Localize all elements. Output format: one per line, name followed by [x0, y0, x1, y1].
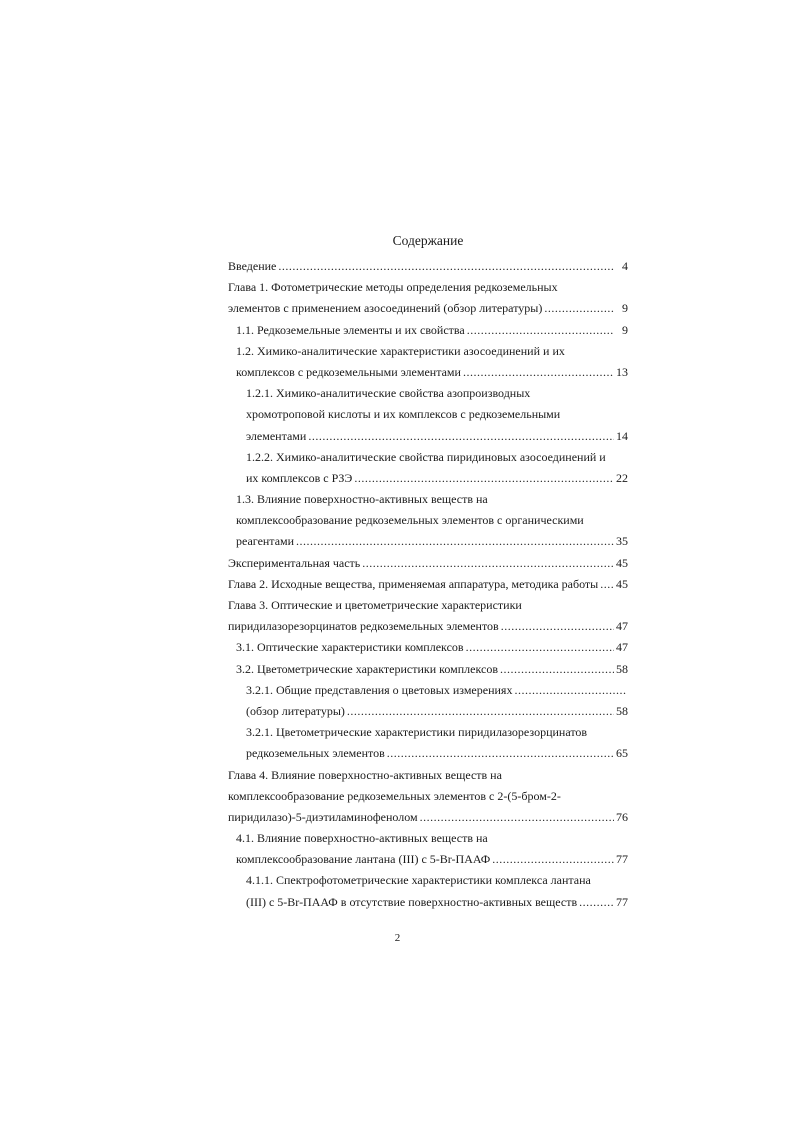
toc-entry-line: [228, 828, 628, 849]
page-title: Содержание: [392, 233, 464, 248]
toc-entry-line: [228, 277, 628, 298]
toc-entry-line: [228, 722, 628, 743]
toc-entry-text: комплексообразование редкоземельных элементов с 2-(5-бром-2-: [228, 788, 561, 803]
dot-leader: [420, 807, 614, 828]
dot-leader: [544, 298, 614, 319]
toc-entry-text: 1.2.1. Химико-аналитические свойства азопроизводных: [246, 386, 531, 401]
toc-entry-text: элементами: [246, 428, 307, 443]
toc-page-number: 65: [616, 746, 628, 761]
toc-entry-line: [228, 468, 628, 489]
dot-leader: [467, 320, 614, 341]
toc-entry-line: [228, 849, 628, 870]
toc-entry-text: Глава 4. Влияние поверхностно-активных веществ на: [228, 767, 502, 782]
toc-entry-line: [228, 426, 628, 447]
toc-entry-text: хромотроповой кислоты и их комплексов с редкоземельными: [246, 407, 561, 422]
dot-leader: [466, 637, 614, 658]
toc-entry-text: 3.2.1. Цветометрические характеристики пиридилазорезорцинатов: [246, 725, 588, 740]
toc-page-number: 9: [622, 322, 628, 337]
toc-page-number: 22: [616, 470, 628, 485]
dot-leader: [278, 256, 614, 277]
toc-page-number: 9: [622, 301, 628, 316]
toc-entry-text: 1.1. Редкоземельные элементы и их свойства: [236, 322, 465, 337]
toc-entry-text: (III) с 5-Br-ПААФ в отсутствие поверхностно-активных веществ: [246, 894, 578, 909]
toc-entry-text: Глава 3. Оптические и цветометрические характеристики: [228, 598, 522, 612]
toc-entry-line: [228, 256, 628, 277]
toc-entry-text: (обзор литературы): [246, 703, 345, 718]
toc-entry-line: [228, 595, 628, 616]
toc-entry-text: комплексов с редкоземельными элементами: [236, 364, 461, 379]
toc-entry-text: 1.3. Влияние поверхностно-активных веществ на: [236, 492, 488, 507]
toc-entry-text: 3.1. Оптические характеристики комплексов: [236, 640, 464, 655]
toc-entry-text: реагентами: [236, 534, 295, 549]
toc-entry-text: 4.1. Влияние поверхностно-активных веществ на: [236, 831, 488, 846]
toc-entry-line: [228, 616, 628, 637]
toc-entry-line: [228, 447, 628, 468]
toc-entry-text: пиридилазорезорцинатов редкоземельных элементов: [228, 619, 499, 634]
toc-entry-line: [228, 510, 628, 531]
toc-page-number: 76: [616, 809, 628, 824]
dot-leader: [500, 659, 614, 680]
toc-entry-line: [228, 807, 628, 828]
toc-entry-line: [228, 574, 628, 595]
toc-page-number: 77: [616, 852, 628, 867]
toc-entry-line: [228, 786, 628, 807]
toc-entry-line: [228, 341, 628, 362]
toc-page-number: 47: [616, 619, 628, 634]
toc-entry-text: Экспериментальная часть: [228, 555, 361, 570]
toc-entry-line: [228, 298, 628, 319]
toc-entry-line: [228, 637, 628, 658]
toc-entry-text: комплексообразование лантана (III) с 5-Br-ПААФ: [236, 852, 491, 867]
toc-page-number: 58: [616, 661, 628, 676]
toc-entry-text: Глава 1. Фотометрические методы определения редкоземельных: [228, 280, 558, 295]
toc-entry-line: [228, 680, 628, 701]
toc-page-number: 77: [616, 894, 628, 909]
toc-entry-line: [228, 765, 628, 786]
toc-entry-text: редкоземельных элементов: [246, 746, 385, 761]
toc-page-number: 45: [616, 576, 628, 591]
toc-entry-text: Введение: [228, 259, 277, 273]
toc-entry-text: Глава 2. Исходные вещества, применяемая аппаратура, методика работы: [228, 576, 599, 591]
toc-entry-text: их комплексов с РЗЭ: [246, 470, 353, 485]
dot-leader: [501, 616, 614, 637]
toc-entry-line: [228, 553, 628, 574]
toc-page-number: 47: [616, 640, 628, 655]
dot-leader: [354, 468, 614, 489]
toc-entry-text: 3.2. Цветометрические характеристики комплексов: [236, 661, 498, 676]
dot-leader: [600, 574, 614, 595]
toc-entry-line: [228, 362, 628, 383]
toc-page-number: 58: [616, 703, 628, 718]
toc-entry-text: 1.2. Химико-аналитические характеристики азосоединений и их: [236, 343, 565, 358]
toc-entry-line: [228, 701, 628, 722]
dot-leader: [347, 701, 614, 722]
table-of-contents: [228, 256, 628, 913]
toc-entry-line: [228, 489, 628, 510]
toc-entry-text: комплексообразование редкоземельных элементов с органическими: [236, 513, 584, 528]
dot-leader: [362, 553, 614, 574]
dot-leader: [579, 892, 614, 913]
toc-entry-line: [228, 743, 628, 764]
dot-leader: [387, 743, 614, 764]
dot-leader: [514, 680, 626, 701]
toc-entry-line: [228, 531, 628, 552]
toc-page-number: 13: [616, 364, 628, 379]
toc-entry-text: элементов с применением азосоединений (обзор литературы): [228, 301, 543, 316]
toc-page-number: 45: [616, 555, 628, 570]
toc-entry-line: [228, 383, 628, 404]
toc-page-number: 4: [622, 259, 628, 273]
page-number: 2: [394, 932, 401, 944]
dot-leader: [296, 531, 614, 552]
toc-entry-line: [228, 659, 628, 680]
toc-page-number: 35: [616, 534, 628, 549]
toc-entry-line: [228, 404, 628, 425]
toc-entry-text: пиридилазо)-5-диэтиламинофенолом: [228, 809, 418, 824]
toc-entry-line: [228, 870, 628, 891]
toc-entry-line: [228, 892, 628, 913]
toc-entry-text: 3.2.1. Общие представления о цветовых измерениях: [246, 682, 513, 697]
dot-leader: [492, 849, 614, 870]
dot-leader: [463, 362, 614, 383]
toc-entry-text: 4.1.1. Спектрофотометрические характеристики комплекса лантана: [246, 873, 591, 888]
toc-entry-text: 1.2.2. Химико-аналитические свойства пиридиновых азосоединений и: [246, 449, 606, 464]
toc-entry-line: [228, 320, 628, 341]
toc-page-number: 14: [616, 428, 628, 443]
dot-leader: [308, 426, 614, 447]
